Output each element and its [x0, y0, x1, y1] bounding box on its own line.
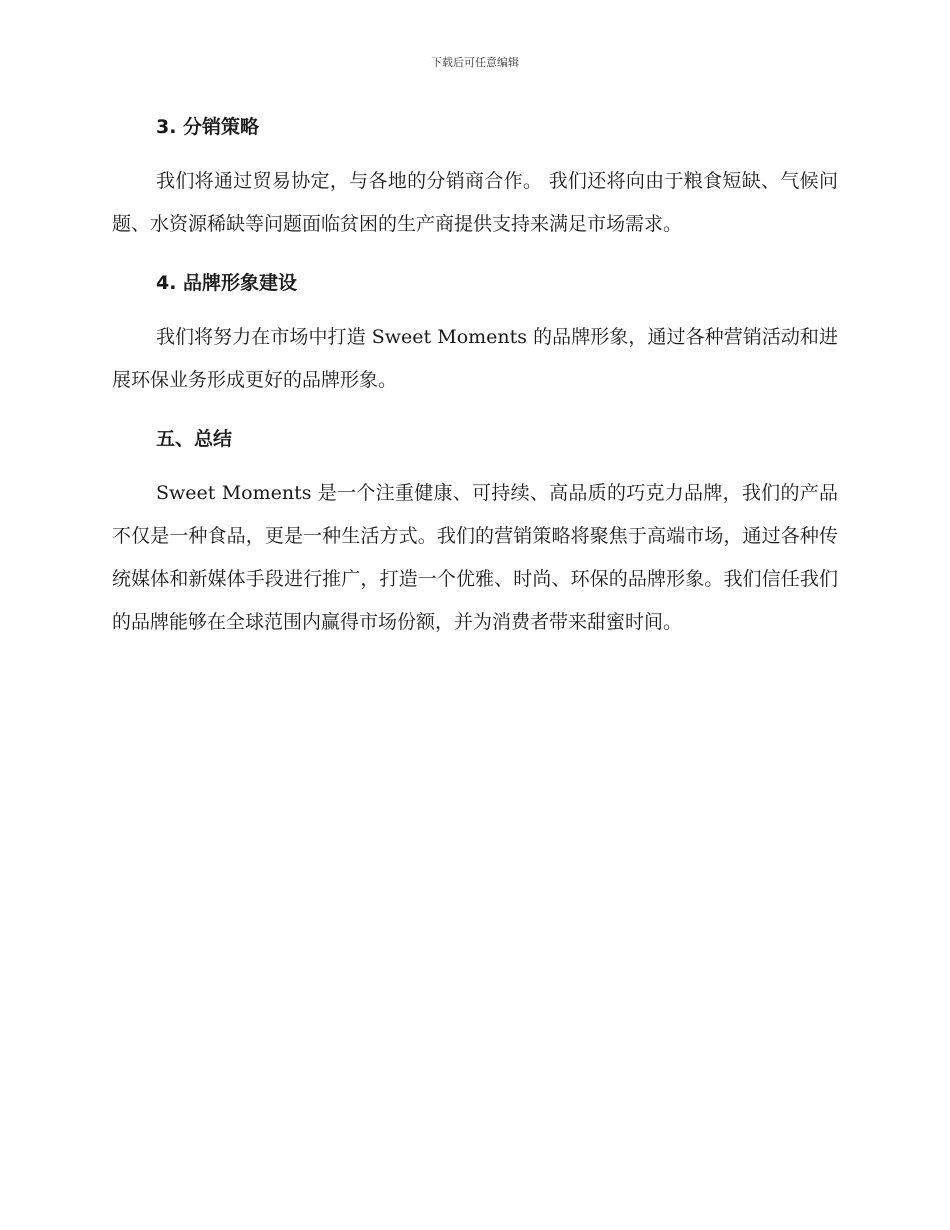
- document-body: [112, 110, 838, 644]
- section-heading-distribution: 3. 分销策略: [156, 116, 260, 138]
- header-note: 下载后可任意编辑: [431, 56, 519, 69]
- section-paragraph-brand-image: 我们将努力在市场中打造 Sweet Moments 的品牌形象，通过各种营销活动和进展环保业务形成更好的品牌形象。: [112, 326, 838, 391]
- section-paragraph-summary: Sweet Moments 是一个注重健康、可持续、高品质的巧克力品牌，我们的产品不仅是一种食品，更是一种生活方式。我们的营销策略将聚焦于高端市场，通过各种传统媒体和新媒体手段进行推广，打造一个优雅、时尚、环保的品牌形象。我们信任我们的品牌能够在全球范围内赢得市场份额，并为消费者带来甜蜜时间。: [112, 482, 838, 633]
- section-heading-brand-image: 4. 品牌形象建设: [156, 272, 298, 294]
- section-heading-summary: 五、总结: [156, 428, 233, 450]
- section-paragraph-distribution: 我们将通过贸易协定，与各地的分销商合作。 我们还将向由于粮食短缺、气候问题、水资源稀缺等问题面临贫困的生产商提供支持来满足市场需求。: [112, 170, 838, 235]
